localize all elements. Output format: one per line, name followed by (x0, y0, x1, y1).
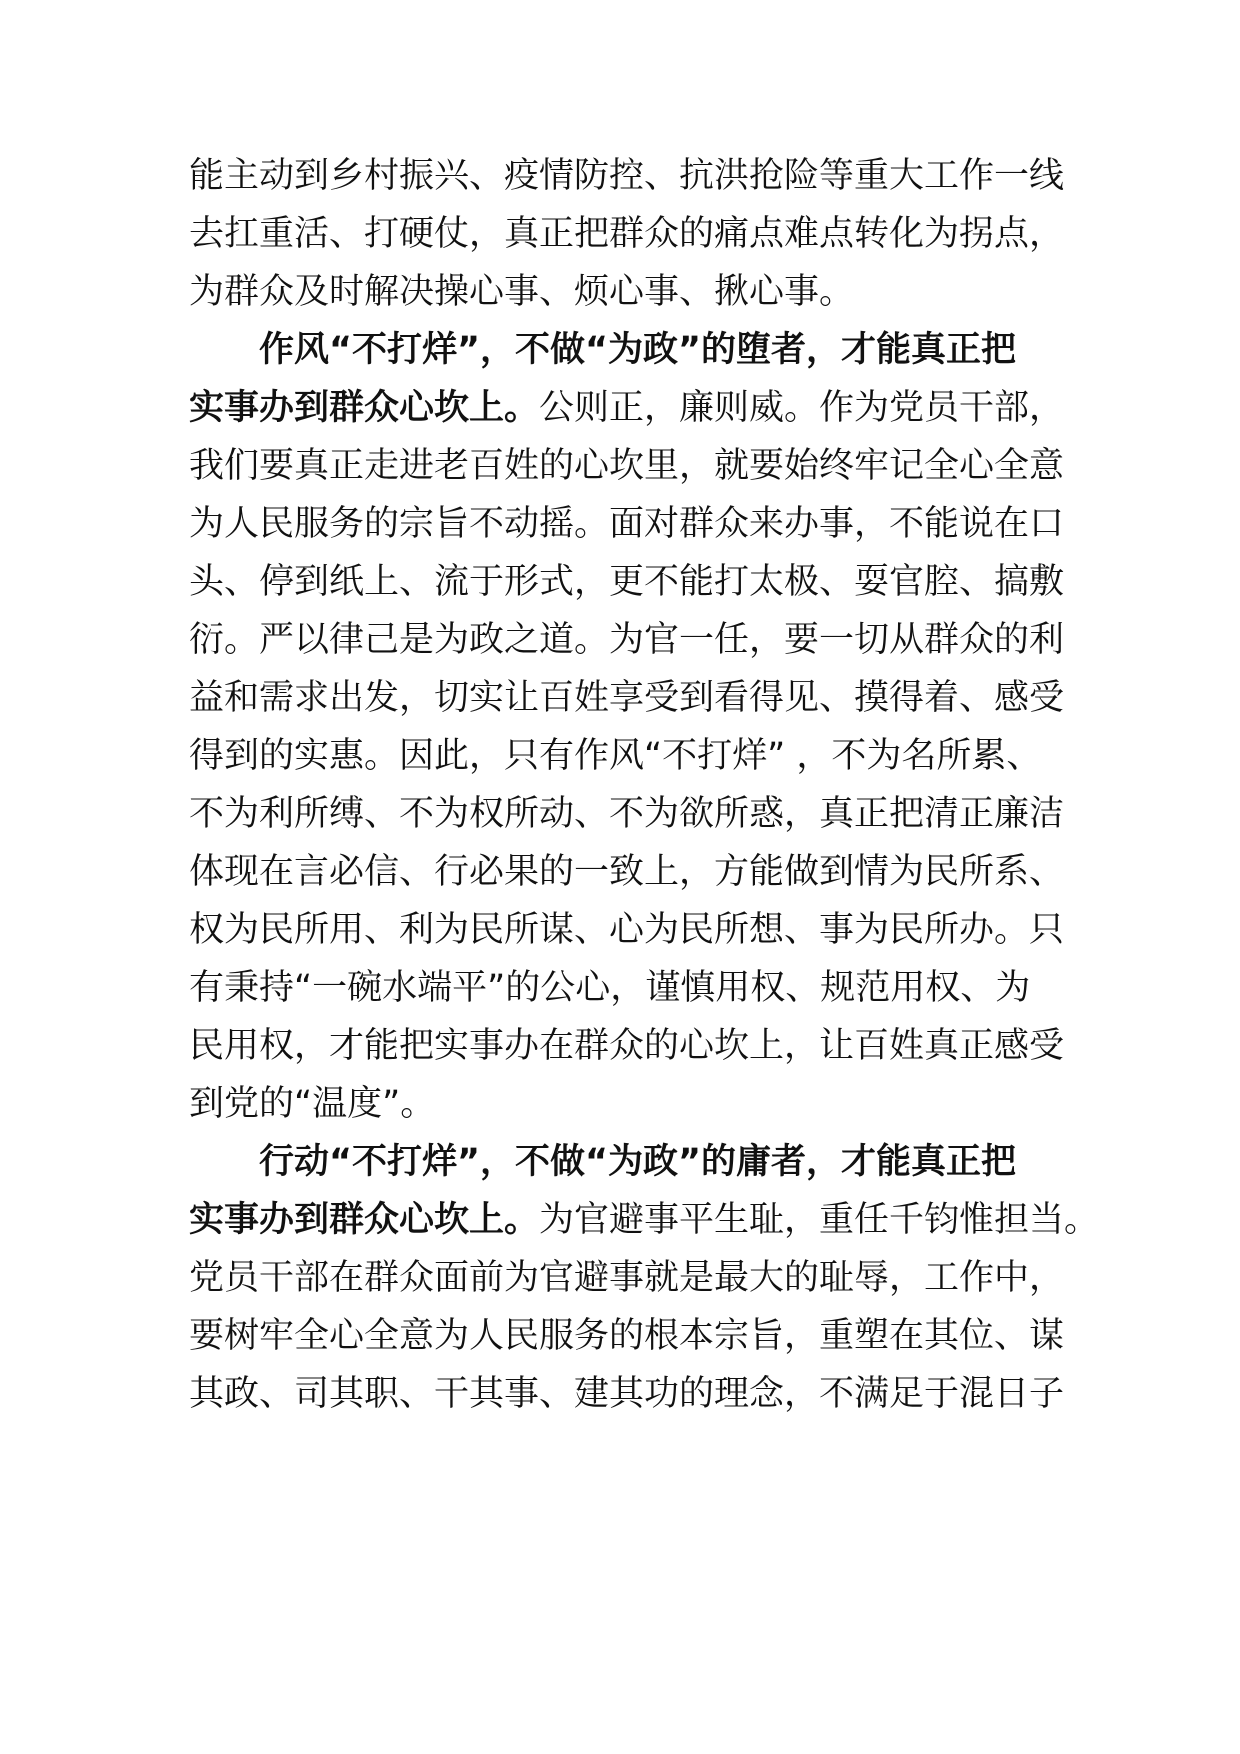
text-line (189, 667, 1089, 729)
body-text: 党员干部在群众面前为官避事就是最大的耻辱，工作中， (189, 1258, 1065, 1298)
text-line (259, 1131, 1159, 1193)
text-line (189, 261, 1089, 323)
text-line (189, 725, 1089, 787)
text-line (189, 1015, 1089, 1077)
body-text: 其政、司其职、干其事、建其功的理念，不满足于混日子 (189, 1374, 1065, 1414)
bold-heading-text: 实事办到群众心坎上。 (189, 388, 540, 428)
text-line (189, 1363, 1089, 1425)
body-text: 为人民服务的宗旨不动摇。面对群众来办事，不能说在口 (189, 504, 1065, 544)
body-text: 有秉持“一碗水端平”的公心，谨慎用权、规范用权、为 (189, 968, 1031, 1008)
body-text: 要树牢全心全意为人民服务的根本宗旨，重塑在其位、谋 (189, 1316, 1065, 1356)
text-line (189, 203, 1089, 265)
body-text: 权为民所用、利为民所谋、心为民所想、事为民所办。只 (189, 910, 1065, 950)
text-line (189, 435, 1089, 497)
text-line (189, 1247, 1089, 1309)
bold-heading-text: 作风“不打烊”，不做“为政”的堕者，才能真正把 (259, 330, 1017, 370)
bold-heading-text: 行动“不打烊”，不做“为政”的庸者，才能真正把 (259, 1142, 1017, 1182)
text-line (189, 957, 1089, 1019)
body-text: 为官避事平生耻，重任千钧惟担当。 (539, 1200, 1100, 1240)
text-line (259, 319, 1159, 381)
text-line (189, 1305, 1089, 1367)
text-line (189, 493, 1089, 555)
body-text: 益和需求出发，切实让百姓享受到看得见、摸得着、感受 (189, 678, 1065, 718)
text-line (189, 1189, 1100, 1251)
text-line (189, 841, 1089, 903)
body-text: 我们要真正走进老百姓的心坎里，就要始终牢记全心全意 (189, 446, 1065, 486)
text-line (189, 377, 1089, 439)
body-text: 公则正，廉则威。作为党员干部， (539, 388, 1065, 428)
text-line (189, 783, 1089, 845)
body-text: 得到的实惠。因此，只有作风“不打烊” ，不为名所累、 (189, 736, 1042, 776)
body-text: 为群众及时解决操心事、烦心事、揪心事。 (189, 272, 855, 312)
body-text: 到党的“温度”。 (189, 1084, 436, 1124)
text-line (189, 899, 1089, 961)
body-text: 头、停到纸上、流于形式，更不能打太极、耍官腔、搞敷 (189, 562, 1065, 602)
text-line (189, 1073, 1089, 1135)
body-text: 民用权，才能把实事办在群众的心坎上，让百姓真正感受 (189, 1026, 1065, 1066)
body-text: 不为利所缚、不为权所动、不为欲所惑，真正把清正廉洁 (189, 794, 1065, 834)
body-text: 去扛重活、打硬仗，真正把群众的痛点难点转化为拐点， (189, 214, 1065, 254)
bold-heading-text: 实事办到群众心坎上。 (189, 1200, 540, 1240)
text-line (189, 551, 1089, 613)
body-text: 衍。严以律己是为政之道。为官一任，要一切从群众的利 (189, 620, 1065, 660)
body-text: 能主动到乡村振兴、疫情防控、抗洪抢险等重大工作一线 (189, 156, 1065, 196)
body-text: 体现在言必信、行必果的一致上，方能做到情为民所系、 (189, 852, 1065, 892)
text-line (189, 145, 1089, 207)
text-line (189, 609, 1089, 671)
